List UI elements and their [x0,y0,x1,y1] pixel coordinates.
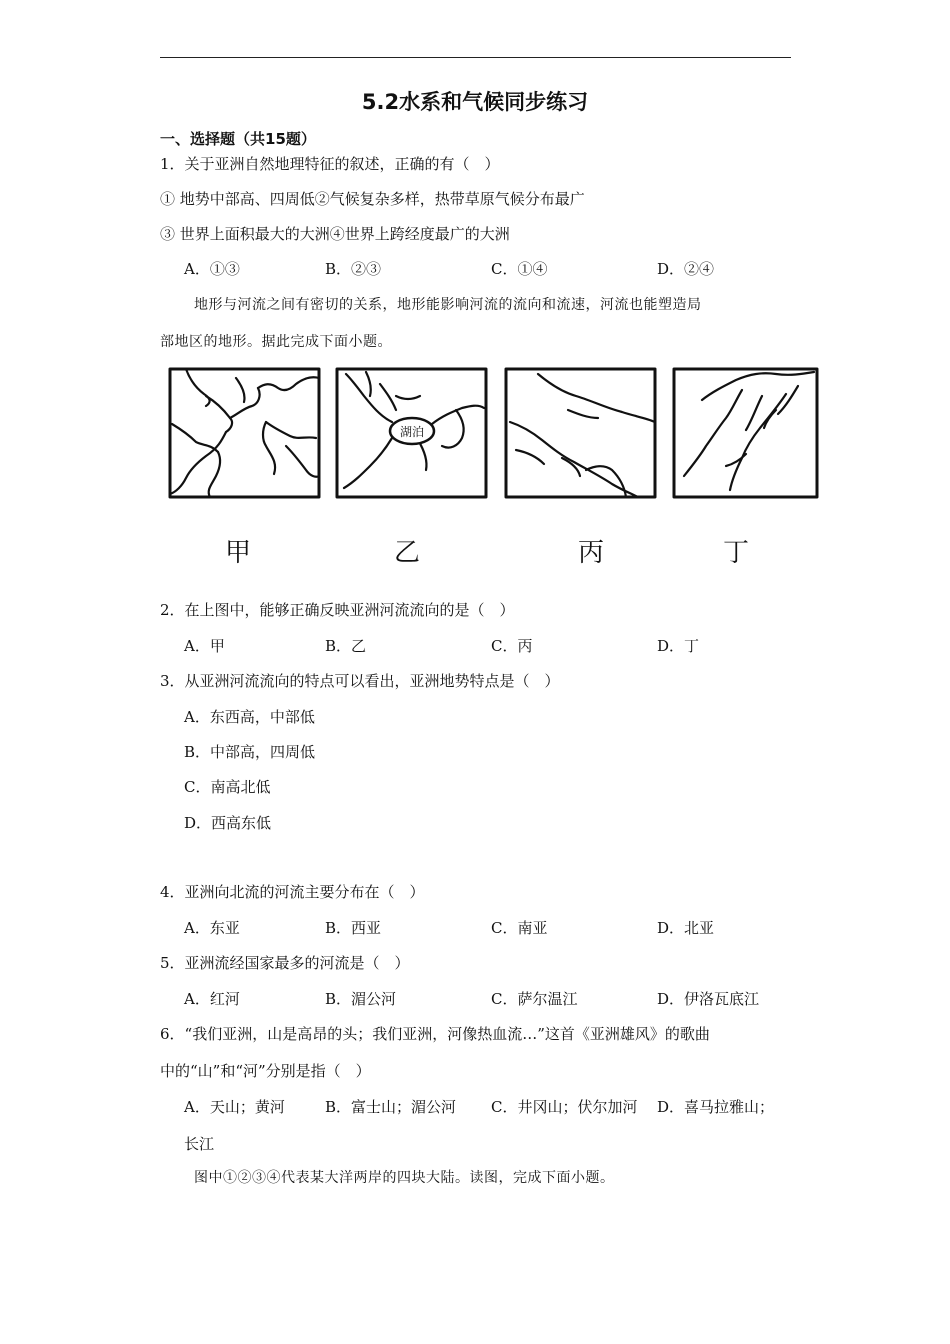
q1-option-b: B．②③ [325,260,382,278]
passage1-line2: 部地区的地形。据此完成下面小题。 [160,334,392,350]
q2-option-c: C．丙 [491,637,533,655]
map-ding [674,369,817,497]
q5-option-b: B．湄公河 [325,990,397,1008]
q3-option-c: C．南高北低 [184,778,271,796]
q6-option-a: A．天山；黄河 [184,1098,285,1116]
map-jia [170,369,319,497]
q2-option-d: D．丁 [657,637,700,655]
q4-stem: 4．亚洲向北流的河流主要分布在（ ） [160,883,425,901]
q2-option-a: A．甲 [184,637,225,655]
section-heading: 一、选择题（共15题） [160,130,316,148]
q1-statement-1: ① 地势中部高、四周低②气候复杂多样，热带草原气候分布最广 [160,190,585,208]
q6-stem-line2: 中的“山”和“河”分别是指（ ） [160,1062,371,1080]
q5-stem: 5．亚洲流经国家最多的河流是（ ） [160,954,410,972]
passage2: 图中①②③④代表某大洋两岸的四块大陆。读图，完成下面小题。 [194,1170,615,1186]
q3-option-a: A．东西高，中部低 [184,708,315,726]
q2-stem: 2．在上图中，能够正确反映亚洲河流流向的是（ ） [160,601,515,619]
header-rule [160,57,791,58]
q6-stem-line1: 6．“我们亚洲，山是高昂的头；我们亚洲，河像热血流…”这首《亚洲雄风》的歌曲 [160,1025,710,1043]
map-label-yi: 乙 [394,538,421,568]
q1-option-c: C．①④ [491,260,548,278]
q1-option-a: A．①③ [184,260,240,278]
q5-option-a: A．红河 [184,990,240,1008]
lake-label: 湖泊 [399,425,425,439]
q4-option-a: A．东亚 [184,919,240,937]
map-label-jia: 甲 [225,538,252,568]
q1-option-d: D．②④ [657,260,715,278]
q2-option-b: B．乙 [325,637,367,655]
q6-option-c: C．井冈山；伏尔加河 [491,1098,638,1116]
river-maps-figure [166,366,822,502]
q6-option-b: B．富士山；湄公河 [325,1098,457,1116]
q1-statement-2: ③ 世界上面积最大的大洲④世界上跨经度最广的大洲 [160,225,510,243]
map-label-bing: 丙 [578,538,605,568]
q3-option-d: D．西高东低 [184,814,272,832]
q5-option-d: D．伊洛瓦底江 [657,990,760,1008]
page-title: 5.2水系和气候同步练习 [361,90,589,114]
q4-option-b: B．西亚 [325,919,382,937]
map-label-ding: 丁 [723,538,750,568]
q4-option-c: C．南亚 [491,919,548,937]
q3-option-b: B．中部高，四周低 [184,743,316,761]
q1-stem: 1．关于亚洲自然地理特征的叙述，正确的有（ ） [160,155,500,173]
q6-option-d: D．喜马拉雅山； [657,1098,775,1116]
passage1-line1: 地形与河流之间有密切的关系，地形能影响河流的流向和流速，河流也能塑造局 [194,297,702,313]
map-bing [506,369,655,497]
q4-option-d: D．北亚 [657,919,715,937]
q6-option-d-continued: 长江 [184,1135,215,1153]
q3-stem: 3．从亚洲河流流向的特点可以看出，亚洲地势特点是（ ） [160,672,560,690]
q5-option-c: C．萨尔温江 [491,990,578,1008]
